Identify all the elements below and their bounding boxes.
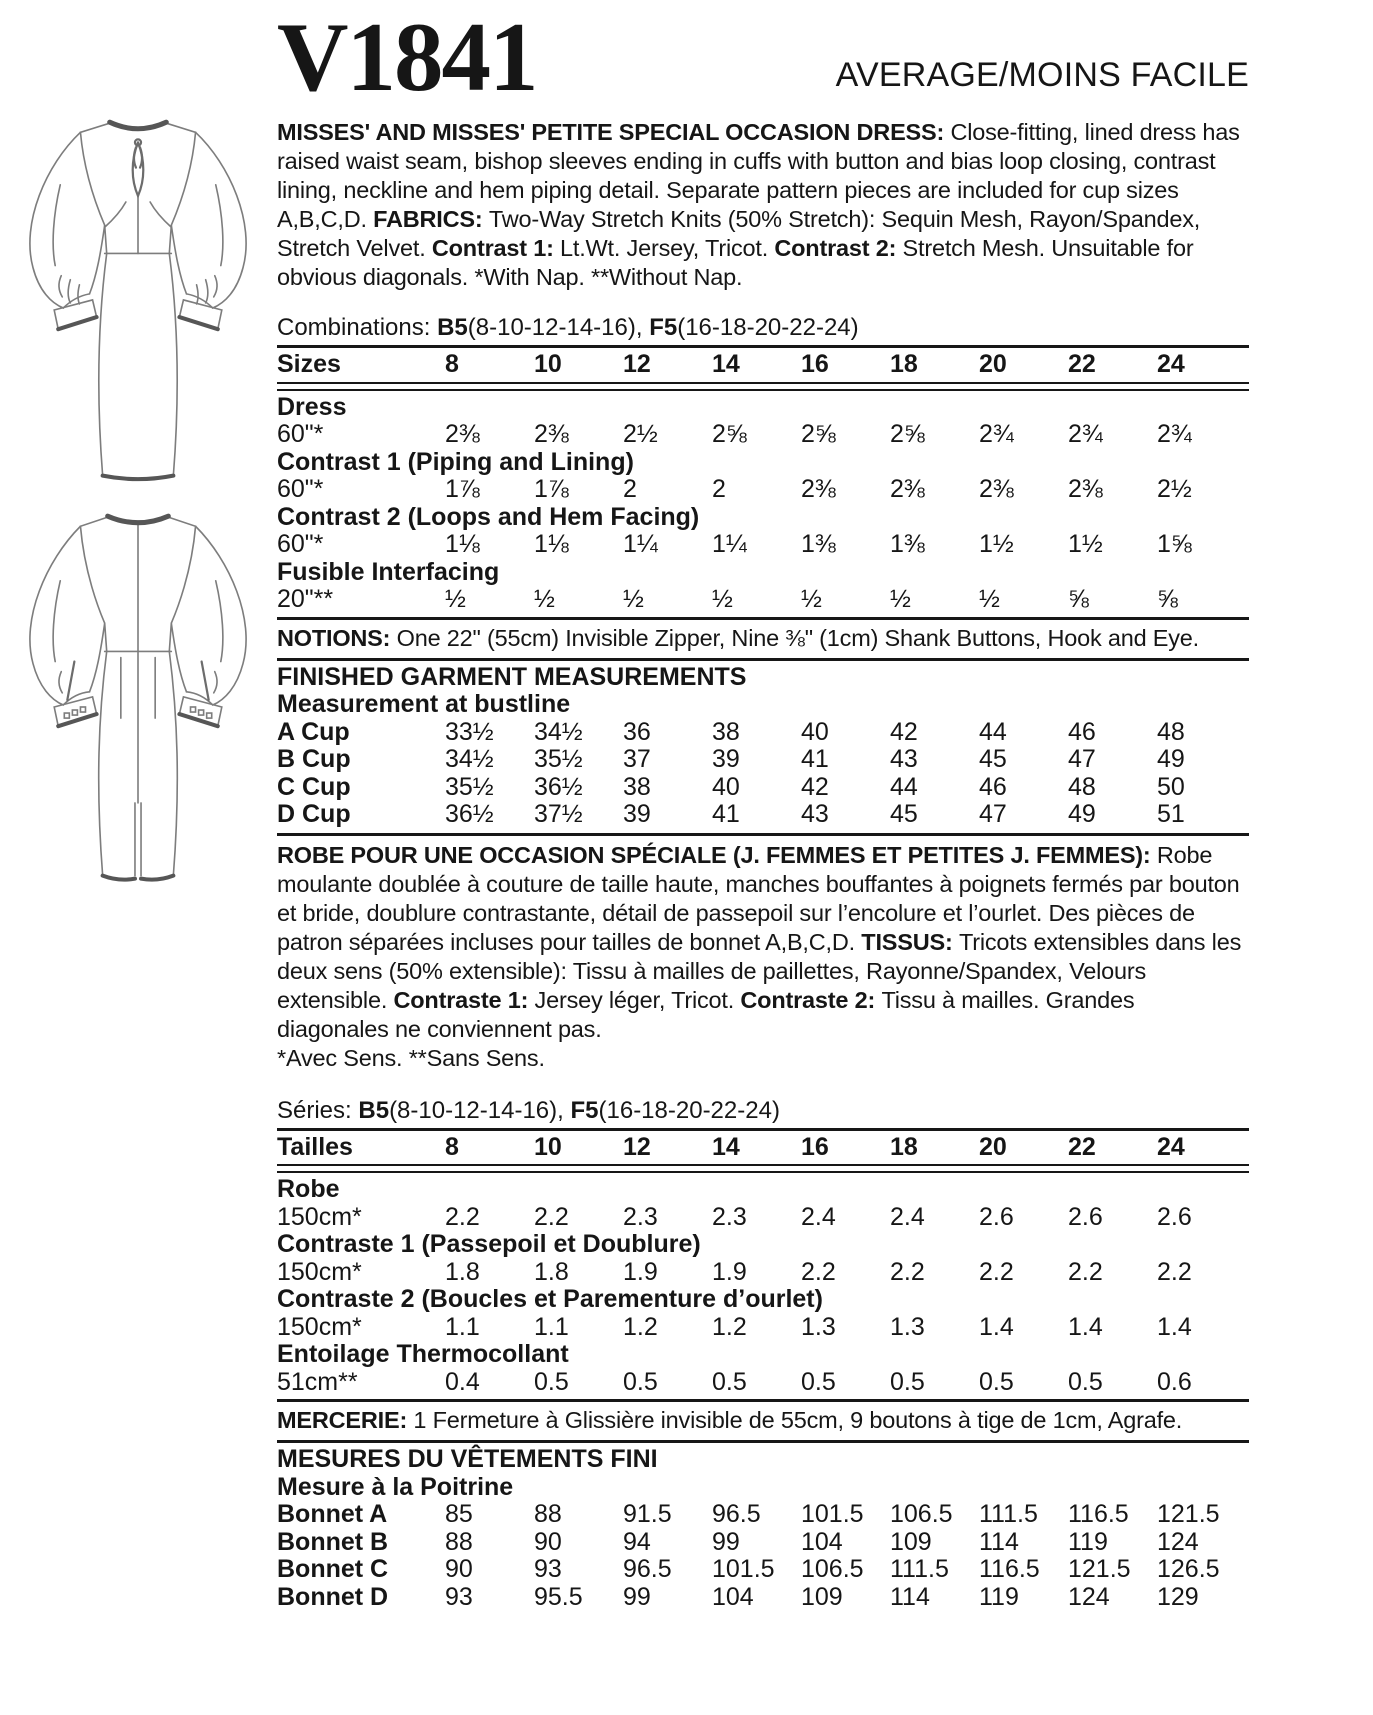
yardage-value: 2⅜ [801,475,836,504]
measurement-value: 88 [445,1527,473,1556]
measurement-value: 37½ [534,800,583,829]
yardage-value: 1.8 [534,1257,569,1286]
yardage-value: 2.4 [890,1202,925,1231]
fabric-group-label: Dress [277,392,347,421]
yardage-value: 2.2 [979,1257,1014,1286]
yardage-value: 0.5 [1068,1367,1103,1396]
yardage-table-french [277,1128,1249,1397]
yardage-value: 1⅜ [890,530,925,559]
yardage-value: 0.5 [534,1367,569,1396]
yardage-value: ½ [801,585,822,614]
table-header-label: Sizes [277,350,341,379]
fabric-group-label: Contraste 2 (Boucles et Parementure d’ourlet) [277,1285,823,1314]
yardage-value: 2.3 [712,1202,747,1231]
notions-body: One 22" (55cm) Invisible Zipper, Nine ⅜" (1cm) Shank Buttons, Hook and Eye. [396,624,1199,651]
dress-front-illustration [6,102,270,514]
measurement-row [277,801,1249,829]
yardage-row [277,1369,1249,1397]
yardage-value: 2.2 [801,1257,836,1286]
cup-size-label: Bonnet D [277,1582,389,1611]
yardage-value: 2.2 [445,1202,480,1231]
yardage-value: ½ [890,585,911,614]
mercerie-body: 1 Fermeture à Glissière invisible de 55cm, 9 boutons à tige de 1cm, Agrafe. [413,1407,1183,1434]
fabrics-label: FABRICS: [373,206,489,233]
yardage-value: 0.4 [445,1367,480,1396]
difficulty-label: AVERAGE/MOINS FACILE [835,56,1249,95]
description-fr-text: Robe moulante doublée à couture de taille haute, manches bouffantes à poignets fermés par bouton et bride, doublure contrastante, détail de passepoil sur l’encolure et l’ourlet. Des pièces de patron séparées incluses pour tailles de bonnet A,B,C,D. [277,841,1240,955]
description-en-text: Close-fitting, lined dress has raised waist seam, bishop sleeves ending in cuffs with button and bias loop closing, contrast lining, neckline and hem piping detail. Separate pattern pieces are included for cup sizes A,B,C,D. [277,119,1240,233]
contrast1-text: Lt.Wt. Jersey, Tricot. [560,235,775,262]
cup-size-label: A Cup [277,717,350,746]
measurement-value: 39 [712,745,740,774]
combination-f5: F5 [649,314,678,342]
mercerie-text [277,1406,1249,1435]
yardage-value: 1.3 [801,1312,836,1341]
yardage-value: 0.5 [712,1367,747,1396]
yardage-value: 1⅛ [445,530,480,559]
yardage-value: 1.3 [890,1312,925,1341]
table-top-rule [277,1128,1249,1131]
measurement-value: 35½ [534,745,583,774]
yardage-value: 2 [712,475,726,504]
measurement-value: 94 [623,1527,651,1556]
measurement-value: 35½ [445,772,494,801]
measurement-value: 119 [1068,1527,1108,1556]
yardage-value: 2.2 [1068,1257,1103,1286]
size-column-header: 12 [623,1132,651,1161]
yardage-value: ½ [445,585,466,614]
size-column-header: 8 [445,350,459,379]
description-french [277,841,1249,1073]
yardage-value: 1.4 [1068,1312,1103,1341]
measurement-value: 111.5 [890,1555,949,1584]
yardage-value: 2¾ [1157,420,1192,449]
cup-size-label: Bonnet A [277,1500,388,1529]
size-column-header: 24 [1157,1132,1185,1161]
finished-measurements-subtitle: Measurement at bustline [277,690,571,719]
measurement-value: 109 [890,1527,932,1556]
yardage-row [277,1204,1249,1232]
yardage-value: 1.2 [712,1312,747,1341]
measurement-value: 43 [890,745,918,774]
size-column-header: 14 [712,350,740,379]
yardage-value: 2⅜ [534,420,569,449]
size-column-header: 14 [712,1132,740,1161]
yardage-value: ⅝ [1157,585,1178,614]
contrast2-text: Stretch Mesh. Unsuitable for obvious diagonals. *With Nap. **Without Nap. [277,235,1194,291]
measurement-value: 104 [712,1582,754,1611]
measurement-value: 114 [890,1582,930,1611]
size-column-header: 18 [890,1132,918,1161]
measurement-value: 106.5 [801,1555,864,1584]
series-f5: F5 [570,1096,599,1124]
title-bar [277,3,1249,112]
yardage-value: 2½ [1157,475,1192,504]
measurement-value: 96.5 [712,1500,761,1529]
yardage-value: ½ [623,585,644,614]
yardage-value: 2⅜ [1068,475,1103,504]
measurement-value: 101.5 [712,1555,775,1584]
nap-note-french: *Avec Sens. **Sans Sens. [277,1044,545,1071]
yardage-value: 2.4 [801,1202,836,1231]
yardage-value: 2⅜ [979,475,1014,504]
tissus-label: TISSUS: [861,928,959,955]
table-header-label: Tailles [277,1132,353,1161]
measurement-value: 101.5 [801,1500,864,1529]
yardage-value: 0.6 [1157,1367,1192,1396]
divider [277,1440,1249,1443]
measurement-row [277,1584,1249,1612]
measurement-value: 99 [712,1527,740,1556]
measurement-value: 104 [801,1527,843,1556]
measurement-row [277,746,1249,774]
description-fr-heading: ROBE POUR UNE OCCASION SPÉCIALE (J. FEMMES ET PETITES J. FEMMES): [277,841,1157,868]
yardage-value: 1.4 [979,1312,1014,1341]
yardage-value: 2.6 [1068,1202,1103,1231]
yardage-value: 0.5 [890,1367,925,1396]
divider [277,833,1249,836]
yardage-value: 0.5 [623,1367,658,1396]
yardage-value: 1¼ [712,530,747,559]
yardage-value: 1.1 [445,1312,480,1341]
yardage-value: 2⅜ [445,420,480,449]
series-f5-sizes: (16-18-20-22-24) [598,1096,780,1124]
size-column-header: 20 [979,1132,1007,1161]
series-label: Séries: [277,1096,359,1124]
measurement-row [277,719,1249,747]
yardage-value: 1⅜ [801,530,836,559]
yardage-value: 0.5 [979,1367,1014,1396]
fabric-group-label: Contraste 1 (Passepoil et Doublure) [277,1230,701,1259]
yardage-value: 1¼ [623,530,658,559]
main-content [277,0,1249,1615]
yardage-table-english [277,345,1249,614]
table-header-row [277,1133,1249,1164]
cup-size-label: Bonnet B [277,1527,389,1556]
contraste2-text: Tissu à mailles. Grandes diagonales ne conviennent pas. [277,986,1135,1042]
measurement-value: 126.5 [1157,1555,1220,1584]
measurement-value: 38 [712,717,740,746]
yardage-value: 2.6 [979,1202,1014,1231]
fabric-width-label: 150cm* [277,1257,362,1286]
contraste1-text: Jersey léger, Tricot. [534,986,741,1013]
measurement-value: 47 [979,800,1007,829]
fabric-group-label: Contrast 2 (Loops and Hem Facing) [277,502,700,531]
fabric-width-label: 60"* [277,530,324,559]
measurement-row [277,1556,1249,1584]
yardage-value: ½ [534,585,555,614]
table-header-row [277,350,1249,381]
measurement-value: 36 [623,717,651,746]
measurement-value: 45 [890,800,918,829]
measurement-value: 41 [801,745,829,774]
yardage-value: 0.5 [801,1367,836,1396]
measurement-value: 44 [979,717,1007,746]
measurement-value: 91.5 [623,1500,672,1529]
measurement-value: 99 [623,1582,651,1611]
yardage-value: 1½ [979,530,1014,559]
measurement-value: 119 [979,1582,1019,1611]
yardage-value: 2¾ [979,420,1014,449]
yardage-value: 2⅝ [712,420,747,449]
fabric-group-label: Entoilage Thermocollant [277,1340,569,1369]
yardage-value: 1⅝ [1157,530,1192,559]
yardage-value: 1.9 [712,1257,747,1286]
measurement-value: 88 [534,1500,562,1529]
measurement-value: 85 [445,1500,473,1529]
fabric-width-label: 60"* [277,475,324,504]
measurement-value: 121.5 [1157,1500,1220,1529]
yardage-value: 2⅝ [890,420,925,449]
measurement-value: 116.5 [979,1555,1040,1584]
yardage-value: 1⅛ [534,530,569,559]
divider [277,617,1249,620]
size-column-header: 20 [979,350,1007,379]
yardage-value: ½ [979,585,1000,614]
contrast1-label: Contrast 1: [431,235,561,262]
yardage-value: ⅝ [1068,585,1089,614]
fabric-width-label: 150cm* [277,1202,362,1231]
contraste1-label: Contraste 1: [393,986,535,1013]
contrast2-label: Contrast 2: [774,235,903,262]
measurement-value: 93 [534,1555,562,1584]
measurement-value: 39 [623,800,651,829]
series-line [277,1097,1249,1125]
notions-text [277,624,1249,653]
measurement-value: 34½ [534,717,583,746]
fabric-width-label: 60"* [277,420,324,449]
tissus-text: Tricots extensibles dans les deux sens (50% extensible): Tissu à mailles de paillettes, Rayonne/Spandex, Velours extensible. [277,928,1242,1013]
yardage-row [277,586,1249,614]
yardage-row [277,531,1249,559]
yardage-value: 1⅞ [534,475,569,504]
dress-back-illustration [6,500,270,916]
measurement-row [277,1501,1249,1529]
divider [277,658,1249,661]
yardage-value: 1.1 [534,1312,569,1341]
combinations-line [277,314,1249,342]
fabric-width-label: 51cm** [277,1367,358,1396]
measurement-value: 121.5 [1068,1555,1131,1584]
divider [277,1399,1249,1402]
measurement-value: 43 [801,800,829,829]
measurement-value: 106.5 [890,1500,953,1529]
measurement-value: 44 [890,772,918,801]
measurement-value: 49 [1068,800,1096,829]
yardage-value: 1½ [1068,530,1103,559]
finished-measurements-english [277,664,1249,829]
combination-b5-sizes: (8-10-12-14-16), [467,314,650,342]
table-header-rule [277,1164,1249,1173]
yardage-row [277,421,1249,449]
size-column-header: 22 [1068,350,1096,379]
yardage-value: 2⅝ [801,420,836,449]
measurement-value: 96.5 [623,1555,672,1584]
mercerie-label: MERCERIE: [277,1407,414,1434]
cup-size-label: B Cup [277,745,351,774]
yardage-value: 2.2 [534,1202,569,1231]
size-column-header: 24 [1157,350,1185,379]
fabric-group-label: Robe [277,1175,340,1204]
measurement-value: 49 [1157,745,1185,774]
yardage-value: 1.8 [445,1257,480,1286]
measurement-value: 47 [1068,745,1096,774]
notions-label: NOTIONS: [277,624,397,651]
measurement-value: 40 [712,772,740,801]
yardage-value: 1.4 [1157,1312,1192,1341]
size-column-header: 16 [801,1132,829,1161]
size-column-header: 10 [534,350,562,379]
measurement-value: 45 [979,745,1007,774]
measurement-value: 46 [1068,717,1096,746]
yardage-row [277,1314,1249,1342]
yardage-value: 1⅞ [445,475,480,504]
size-column-header: 10 [534,1132,562,1161]
measurement-value: 42 [801,772,829,801]
description-english [277,118,1249,292]
yardage-value: 2.3 [623,1202,658,1231]
measurement-value: 46 [979,772,1007,801]
yardage-value: ½ [712,585,733,614]
measurement-value: 48 [1157,717,1185,746]
pattern-number: V1841 [277,3,537,112]
yardage-value: 2¾ [1068,420,1103,449]
fabric-group-label: Contrast 1 (Piping and Lining) [277,447,634,476]
measurement-value: 40 [801,717,829,746]
finished-measurements-french [277,1446,1249,1611]
yardage-row [277,1259,1249,1287]
fabric-group-label: Fusible Interfacing [277,557,500,586]
measurement-row [277,1529,1249,1557]
fabric-width-label: 20"** [277,585,334,614]
yardage-value: 2.2 [1157,1257,1192,1286]
measurement-value: 93 [445,1582,473,1611]
yardage-value: 1.9 [623,1257,658,1286]
measurement-value: 33½ [445,717,494,746]
contraste2-label: Contraste 2: [740,986,882,1013]
combination-f5-sizes: (16-18-20-22-24) [677,314,859,342]
yardage-value: 2.6 [1157,1202,1192,1231]
cup-size-label: D Cup [277,800,351,829]
measurement-value: 36½ [534,772,583,801]
measurement-value: 111.5 [979,1500,1038,1529]
size-column-header: 12 [623,350,651,379]
series-b5-sizes: (8-10-12-14-16), [389,1096,571,1124]
measurement-value: 95.5 [534,1582,583,1611]
yardage-value: 2½ [623,420,658,449]
measurement-value: 41 [712,800,740,829]
measurement-value: 129 [1157,1582,1199,1611]
size-column-header: 8 [445,1132,459,1161]
size-column-header: 22 [1068,1132,1096,1161]
measurement-value: 51 [1157,800,1185,829]
measurement-value: 90 [445,1555,473,1584]
yardage-value: 1.2 [623,1312,658,1341]
finished-measurements-title: MESURES DU VÊTEMENTS FINI [277,1445,658,1474]
fabrics-text: Two-Way Stretch Knits (50% Stretch): Sequin Mesh, Rayon/Spandex, Stretch Velvet. [277,206,1201,262]
measurement-value: 114 [979,1527,1019,1556]
measurement-value: 36½ [445,800,494,829]
finished-measurements-title: FINISHED GARMENT MEASUREMENTS [277,662,747,691]
description-en-heading: MISSES' AND MISSES' PETITE SPECIAL OCCASION DRESS: [277,119,951,146]
measurement-value: 48 [1068,772,1096,801]
combination-b5: B5 [437,314,468,342]
measurement-value: 124 [1157,1527,1199,1556]
measurement-value: 90 [534,1527,562,1556]
fabric-width-label: 150cm* [277,1312,362,1341]
cup-size-label: Bonnet C [277,1555,389,1584]
combinations-label: Combinations: [277,314,438,342]
measurement-value: 42 [890,717,918,746]
yardage-row [277,476,1249,504]
yardage-value: 2⅜ [890,475,925,504]
yardage-value: 2 [623,475,637,504]
measurement-value: 109 [801,1582,843,1611]
finished-measurements-subtitle: Mesure à la Poitrine [277,1472,514,1501]
measurement-value: 116.5 [1068,1500,1129,1529]
table-top-rule [277,345,1249,348]
measurement-row [277,774,1249,802]
series-b5: B5 [358,1096,390,1124]
cup-size-label: C Cup [277,772,351,801]
measurement-value: 37 [623,745,651,774]
size-column-header: 18 [890,350,918,379]
measurement-value: 50 [1157,772,1185,801]
measurement-value: 124 [1068,1582,1110,1611]
size-column-header: 16 [801,350,829,379]
table-header-rule [277,382,1249,391]
yardage-value: 2.2 [890,1257,925,1286]
measurement-value: 34½ [445,745,494,774]
measurement-value: 38 [623,772,651,801]
